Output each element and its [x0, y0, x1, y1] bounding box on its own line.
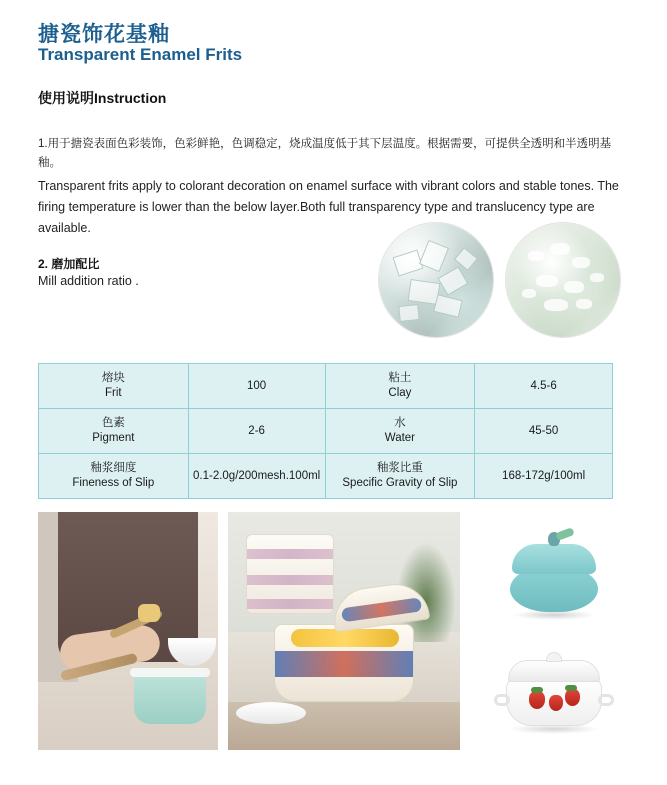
cell-text-cn: 釉浆比重 [376, 462, 423, 474]
row-value-fineness: 0.1-2.0g/200mesh.100ml [188, 454, 325, 499]
cell-text-cn: 釉浆细度 [90, 462, 137, 474]
row-label-specific-gravity [325, 454, 475, 499]
frit-powder-photo [505, 222, 621, 338]
instruction-heading: 使用说明Instruction [38, 90, 167, 106]
cell-text-en: Pigment [92, 432, 135, 444]
cooking-demo-photo [38, 512, 218, 750]
row-label-frit [39, 364, 189, 409]
cell-text-en: Specific Gravity of Slip [342, 477, 458, 489]
instruction-item2-en: Mill addition ratio . [38, 274, 139, 288]
cell-text-cn: 粘土 [388, 372, 412, 384]
stacked-pots [246, 534, 334, 614]
cell-text-en: Water [384, 432, 416, 444]
instruction-item2-cn: 2. 磨加配比 [38, 257, 100, 271]
row-value-specific-gravity: 168-172g/100ml [475, 454, 613, 499]
cell-text-cn: 色素 [101, 417, 125, 429]
page-title-en: Transparent Enamel Frits [38, 45, 243, 64]
instruction-item1-cn: 1.用于搪瓷表面色彩装饰，色彩鲜艳，色调稳定，烧成温度低于其下层温度。根据需要，可提供全透明和半透明基釉。 [38, 138, 612, 169]
frit-granules-photo [378, 222, 494, 338]
page-title-cn: 搪瓷饰花基釉 [38, 23, 170, 46]
cell-text-cn: 水 [394, 417, 406, 429]
row-value-water: 45-50 [475, 409, 613, 454]
floral-enamel-pots-photo [228, 512, 460, 750]
cell-text-en: Frit [105, 387, 122, 399]
teal-pumpkin-casserole-photo [478, 524, 628, 636]
cell-text-cn: 熔块 [101, 372, 125, 384]
row-value-clay: 4.5-6 [475, 364, 613, 409]
row-label-pigment [39, 409, 189, 454]
row-label-clay [325, 364, 475, 409]
strawberry-enamel-pot-photo [478, 644, 628, 750]
table-row [39, 454, 613, 499]
instruction-item1-en: Transparent frits apply to colorant decoration on enamel surface with vibrant colors and stable tones. The firing temperature is lower than the below layer.Both full transparency type and translucency type are available. [38, 179, 619, 235]
cell-text-en: Fineness of Slip [72, 477, 155, 489]
cell-text-en: Clay [388, 387, 412, 399]
table-row [39, 364, 613, 409]
row-value-pigment: 2-6 [188, 409, 325, 454]
table-row [39, 409, 613, 454]
row-label-water [325, 409, 475, 454]
row-label-fineness [39, 454, 189, 499]
row-value-frit: 100 [188, 364, 325, 409]
mill-addition-ratio-table [38, 363, 613, 499]
